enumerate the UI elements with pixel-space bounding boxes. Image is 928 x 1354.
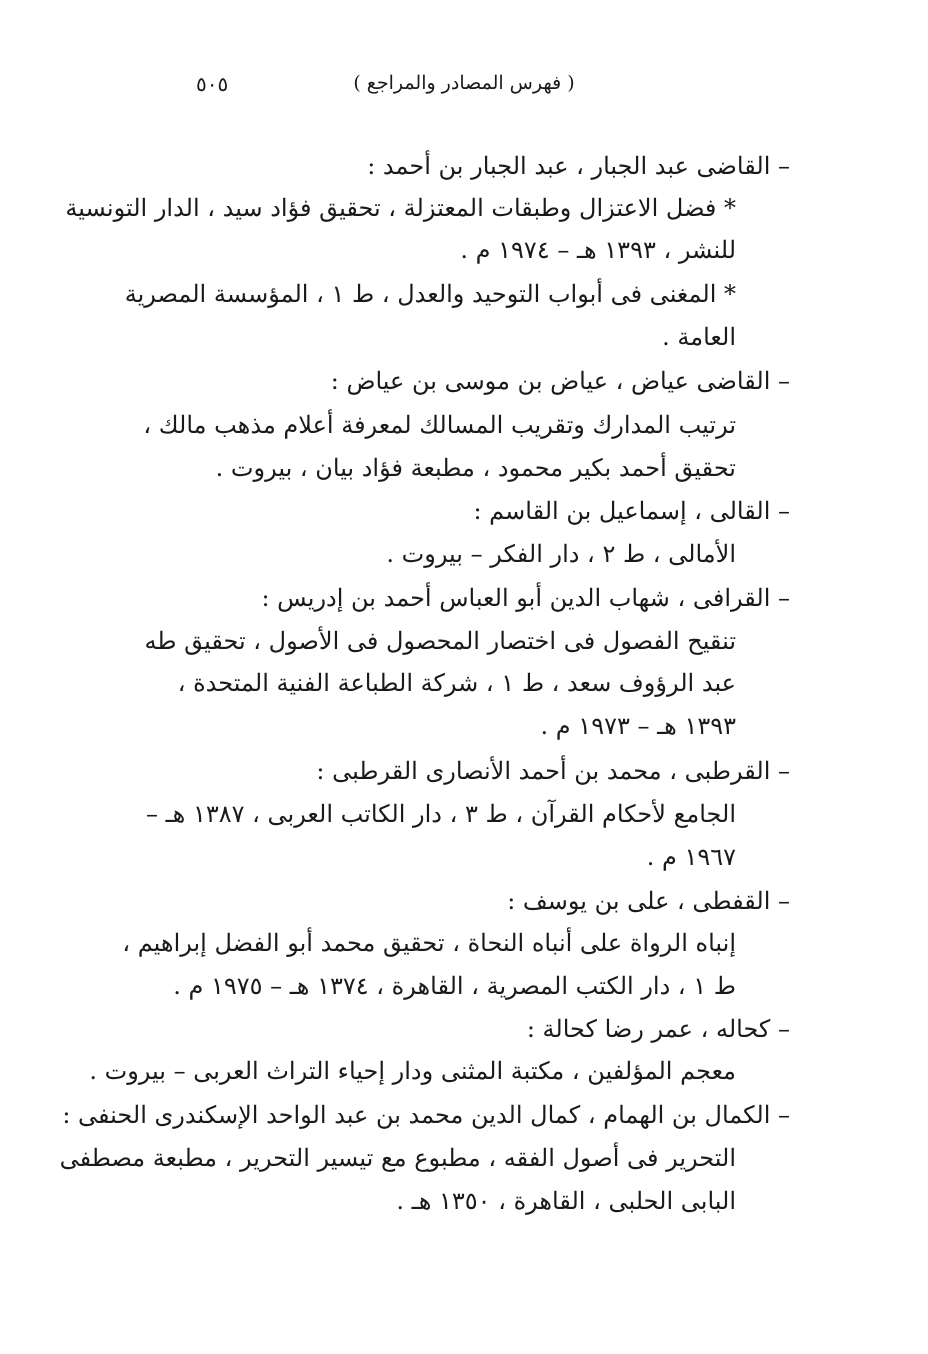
entry-text: الجامع لأحكام القرآن ، ط ٣ ، دار الكاتب العربى ، ١٣٨٧ هـ – [145, 800, 736, 828]
entry-heading: – كحاله ، عمر رضا كحالة : [526, 1015, 790, 1043]
entry-text: * المغنى فى أبواب التوحيد والعدل ، ط ١ ، المؤسسة المصرية [124, 280, 736, 308]
entry-text: التحرير فى أصول الفقه ، مطبوع مع تيسير التحرير ، مطبعة مصطفى [59, 1144, 736, 1172]
entry-heading: – القالى ، إسماعيل بن القاسم : [473, 497, 790, 525]
entry-text: إنباه الرواة على أنباه النحاة ، تحقيق محمد أبو الفضل إبراهيم ، [122, 929, 736, 957]
entry-heading: – الكمال بن الهمام ، كمال الدين محمد بن عبد الواحد الإسكندرى الحنفى : [62, 1101, 790, 1129]
entry-text: تحقيق أحمد بكير محمود ، مطبعة فؤاد بيان ، بيروت . [215, 454, 736, 482]
entry-text: العامة . [662, 323, 736, 351]
entry-text: البابى الحلبى ، القاهرة ، ١٣٥٠ هـ . [396, 1187, 736, 1215]
entry-text: للنشر ، ١٣٩٣ هـ – ١٩٧٤ م . [460, 236, 736, 264]
entry-heading: – القاضى عياض ، عياض بن موسى بن عياض : [330, 367, 790, 395]
entry-text: ١٣٩٣ هـ – ١٩٧٣ م . [540, 712, 736, 740]
page-number: ٥٠٥ [196, 72, 229, 96]
entry-text: الأمالى ، ط ٢ ، دار الفكر – بيروت . [386, 540, 736, 568]
entry-text: عبد الرؤوف سعد ، ط ١ ، شركة الطباعة الفنية المتحدة ، [177, 669, 736, 697]
entry-text: معجم المؤلفين ، مكتبة المثنى ودار إحياء التراث العربى – بيروت . [89, 1057, 736, 1085]
running-title: ( فهرس المصادر والمراجع ) [353, 72, 575, 94]
entry-heading: – القرافى ، شهاب الدين أبو العباس أحمد بن إدريس : [261, 584, 790, 612]
entry-text: * فضل الاعتزال وطبقات المعتزلة ، تحقيق فؤاد سيد ، الدار التونسية [65, 194, 736, 222]
entry-heading: – القاضى عبد الجبار ، عبد الجبار بن أحمد : [367, 152, 790, 180]
entry-heading: – القفطى ، على بن يوسف : [507, 887, 790, 915]
entry-text: ١٩٦٧ م . [646, 843, 736, 871]
entry-heading: – القرطبى ، محمد بن أحمد الأنصارى القرطبى : [316, 757, 790, 785]
entry-text: ترتيب المدارك وتقريب المسالك لمعرفة أعلام مذهب مالك ، [143, 411, 736, 439]
entry-text: ط ١ ، دار الكتب المصرية ، القاهرة ، ١٣٧٤ هـ – ١٩٧٥ م . [173, 972, 736, 1000]
entry-text: تنقيح الفصول فى اختصار المحصول فى الأصول ، تحقيق طه [144, 627, 736, 655]
